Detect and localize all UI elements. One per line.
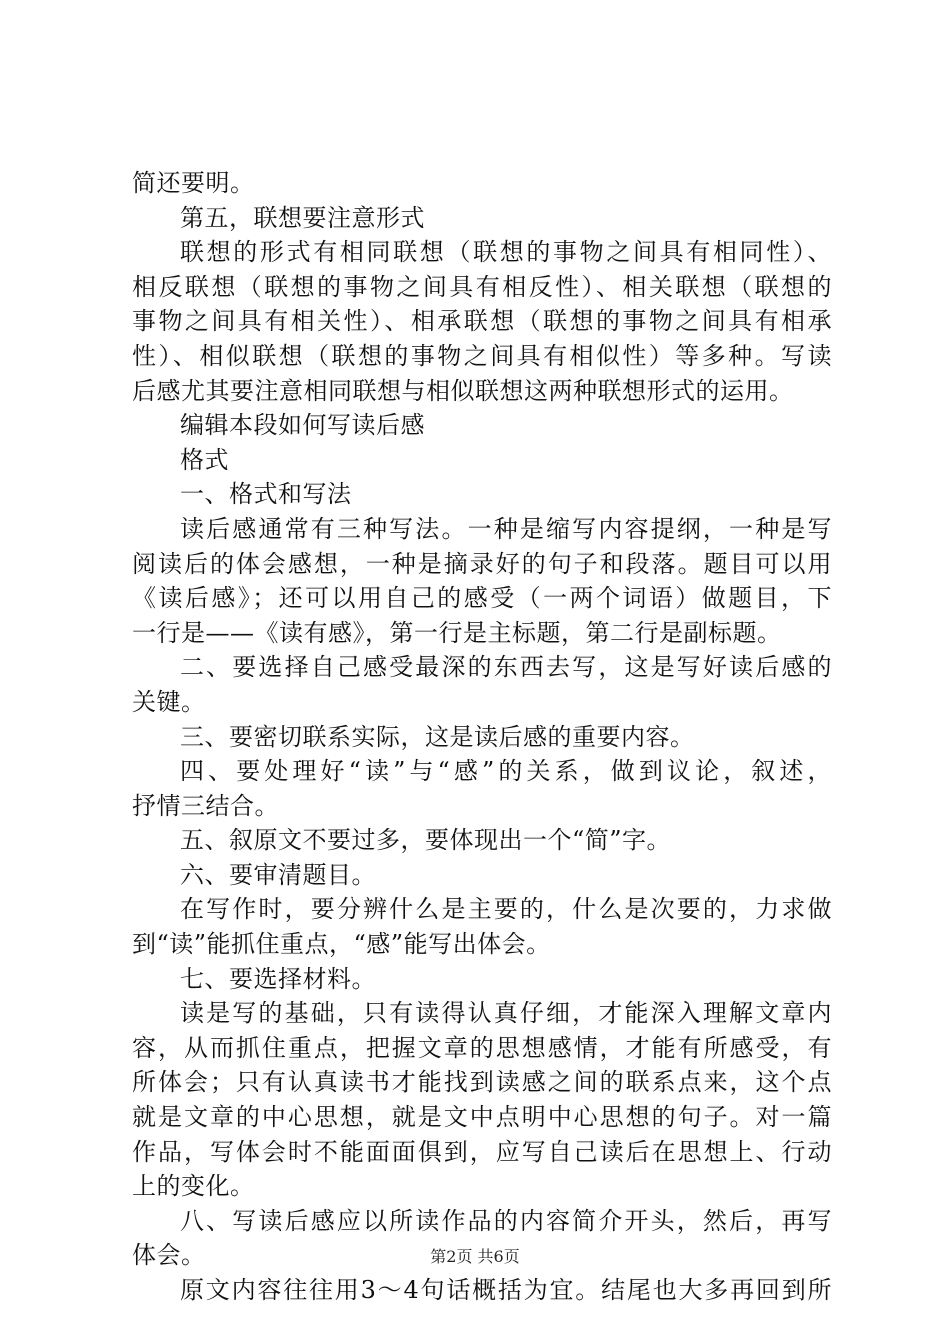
- page-footer: [0, 1244, 950, 1267]
- text-line: 原文内容往往用3～4句话概括为宜。结尾也大多再回到所: [180, 1276, 832, 1304]
- text-line: 八、写读后感应以所读作品的内容简介开头，然后，再写: [180, 1206, 832, 1235]
- text-line: 一、格式和写法: [180, 480, 352, 509]
- text-line: 三、要密切联系实际，这是读后感的重要内容。: [180, 722, 695, 751]
- text-line: 就是文章的中心思想，就是文中点明中心思想的句子。对一篇: [132, 1103, 832, 1132]
- text-line: 联想的形式有相同联想（联想的事物之间具有相同性）、: [180, 238, 832, 267]
- section-heading: 编辑本段如何写读后感: [180, 411, 425, 440]
- text-line: 五、叙原文不要过多，要体现出一个“简”字。: [180, 826, 672, 855]
- text-line: 六、要审清题目。: [180, 860, 376, 889]
- text-line: 四、要处理好“读”与“感”的关系，做到议论，叙述，: [180, 757, 832, 786]
- text-line: 性）、相似联想（联想的事物之间具有相似性）等多种。写读: [132, 341, 832, 370]
- text-line: 关键。: [132, 687, 206, 716]
- text-line: 事物之间具有相关性）、相承联想（联想的事物之间具有相承: [132, 307, 832, 336]
- text-line: 简还要明。: [132, 169, 255, 197]
- text-line: 读是写的基础，只有读得认真仔细，才能深入理解文章内: [180, 999, 832, 1028]
- page-number: 第2页 共6页: [430, 1247, 520, 1266]
- text-line: 相反联想（联想的事物之间具有相反性）、相关联想（联想的: [132, 272, 832, 301]
- text-line: 阅读后的体会感想，一种是摘录好的句子和段落。题目可以用: [132, 549, 832, 578]
- text-line: 后感尤其要注意相同联想与相似联想这两种联想形式的运用。: [132, 376, 794, 405]
- text-line: 体会。: [132, 1241, 206, 1270]
- text-line: 作品，写体会时不能面面俱到，应写自己读后在思想上、行动: [132, 1137, 832, 1166]
- text-line: 二、要选择自己感受最深的东西去写，这是写好读后感的: [180, 653, 832, 682]
- text-line: 一行是——《读有感》，第一行是主标题，第二行是副标题。: [132, 618, 782, 647]
- text-line: 抒情三结合。: [132, 791, 279, 820]
- text-line: 在写作时，要分辨什么是主要的，什么是次要的，力求做: [180, 895, 832, 924]
- body-text: [132, 166, 832, 1308]
- text-line: 容，从而抓住重点，把握文章的思想感情，才能有所感受，有: [132, 1033, 832, 1062]
- text-line: 格式: [180, 445, 229, 474]
- text-line: 第五，联想要注意形式: [180, 203, 425, 232]
- text-line: 上的变化。: [132, 1172, 255, 1201]
- text-line: 读后感通常有三种写法。一种是缩写内容提纲，一种是写: [180, 514, 832, 543]
- text-line: 所体会；只有认真读书才能找到读感之间的联系点来，这个点: [132, 1068, 832, 1097]
- text-line: 《读后感》；还可以用自己的感受（一两个词语）做题目，下: [132, 584, 832, 613]
- text-line: 到“读”能抓住重点，“感”能写出体会。: [132, 930, 551, 959]
- text-line: 七、要选择材料。: [180, 964, 376, 993]
